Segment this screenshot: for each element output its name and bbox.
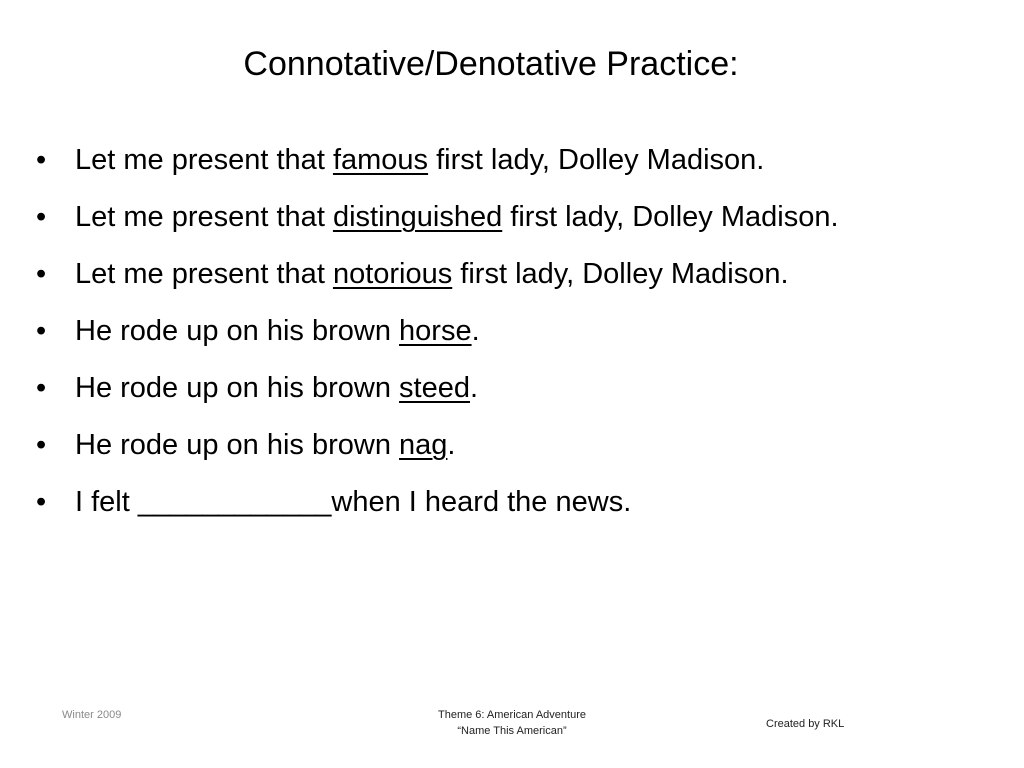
bullet-list bbox=[36, 136, 976, 535]
bullet-text-before: He rode up on his brown bbox=[75, 429, 400, 461]
bullet-item-famous bbox=[36, 136, 976, 184]
underlined-word: horse bbox=[399, 315, 472, 347]
bullet-text-before: Let me present that bbox=[75, 144, 333, 176]
bullet-text-after: first lady, Dolley Madison. bbox=[502, 201, 839, 233]
underlined-word: distinguished bbox=[332, 201, 503, 233]
bullet-item-felt bbox=[36, 478, 976, 526]
slide-title: Connotative/Denotative Practice: bbox=[243, 45, 739, 83]
footer-author: Created by RKL bbox=[766, 718, 845, 730]
underlined-word: famous bbox=[332, 144, 429, 176]
bullet-text-after: . bbox=[469, 372, 479, 404]
bullet-text-after: . bbox=[447, 429, 456, 461]
bullet-text-after: first lady, Dolley Madison. bbox=[452, 258, 789, 290]
bullet-item-horse bbox=[36, 307, 976, 355]
bullet-text-before: He rode up on his brown bbox=[75, 372, 400, 404]
bullet-icon: • bbox=[36, 144, 47, 176]
bullet-icon: • bbox=[36, 486, 47, 518]
bullet-text-after: first lady, Dolley Madison. bbox=[428, 144, 765, 176]
bullet-item-steed bbox=[36, 364, 976, 412]
bullet-text-before: Let me present that bbox=[75, 201, 333, 233]
underlined-word: notorious bbox=[332, 258, 453, 290]
footer-theme-line2: “Name This American” bbox=[457, 725, 567, 737]
footer-theme bbox=[390, 707, 634, 739]
bullet-text-after: . bbox=[471, 315, 480, 347]
bullet-icon: • bbox=[36, 372, 47, 404]
bullet-text-before: I felt ____________when I heard the news. bbox=[75, 486, 632, 518]
bullet-text-before: He rode up on his brown bbox=[75, 315, 400, 347]
footer-theme-line1: Theme 6: American Adventure bbox=[438, 709, 586, 721]
footer-date: Winter 2009 bbox=[62, 709, 122, 721]
bullet-item-nag bbox=[36, 421, 976, 469]
underlined-word: steed bbox=[399, 372, 470, 404]
underlined-word: nag bbox=[399, 429, 448, 461]
bullet-icon: • bbox=[36, 315, 47, 347]
bullet-item-distinguished bbox=[36, 193, 976, 241]
bullet-icon: • bbox=[36, 201, 47, 233]
bullet-text-before: Let me present that bbox=[75, 258, 333, 290]
bullet-icon: • bbox=[36, 258, 47, 290]
bullet-icon: • bbox=[36, 429, 47, 461]
bullet-item-notorious bbox=[36, 250, 976, 298]
